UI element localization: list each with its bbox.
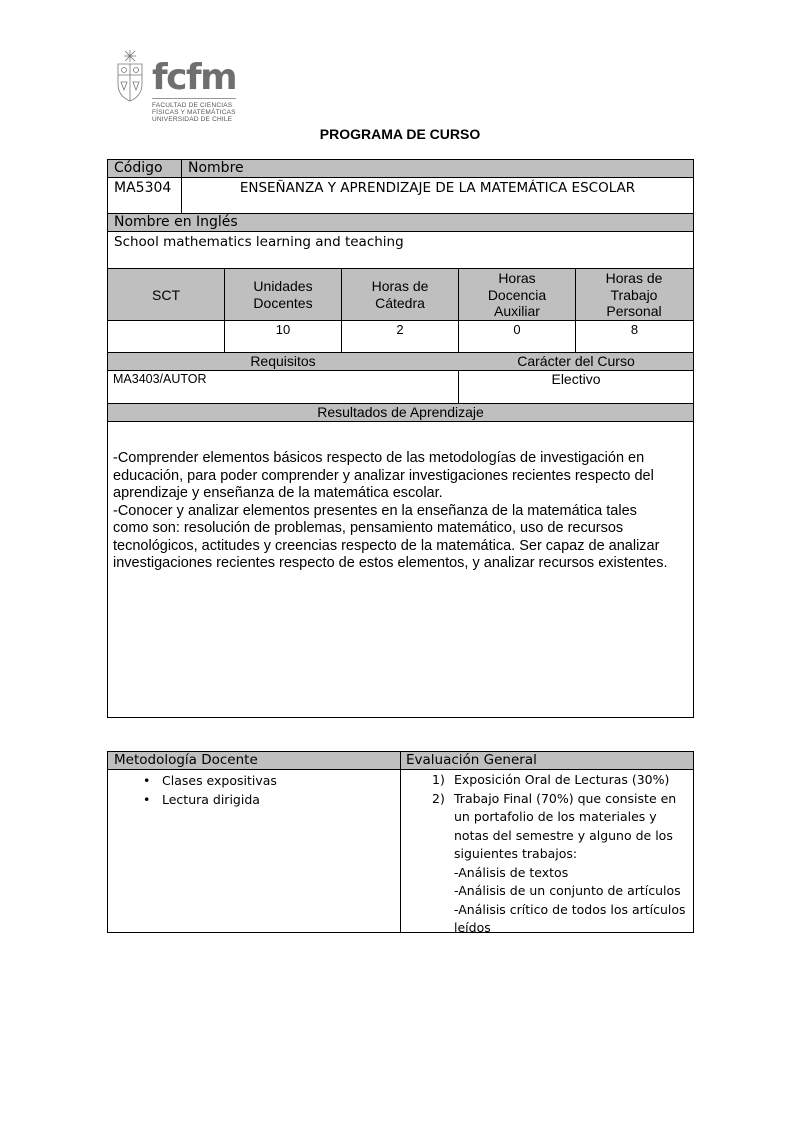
- evaluation-list: [401, 771, 693, 938]
- course-code: MA5304: [114, 180, 172, 196]
- outcome-1-line: educación, para poder comprender y analizar investigaciones recientes respecto del: [113, 467, 654, 484]
- outcomes-text: [113, 450, 691, 573]
- methodology-label: Metodología Docente: [114, 752, 258, 768]
- code-label: Código: [114, 160, 163, 176]
- list-item: • Clases expositivas: [143, 773, 277, 788]
- english-name-label: Nombre en Inglés: [114, 214, 238, 230]
- logo-subtitle: FACULTAD DE CIENCIAS FÍSICAS Y MATEMÁTICAS UNIVERSIDAD DE CHILE: [152, 102, 236, 123]
- divider: [107, 320, 694, 321]
- course-name: ENSEÑANZA Y APRENDIZAJE DE LA MATEMÁTICA ESCOLAR: [239, 180, 636, 196]
- hours-header-sct: SCT: [152, 287, 180, 303]
- outcome-2-line: investigaciones recientes respecto de estos elementos, y analizar recursos existentes.: [113, 555, 668, 571]
- hours-header-lecture: Horas de Cátedra: [371, 278, 429, 311]
- bullet-icon: •: [143, 792, 151, 807]
- evaluation-sub-items: -Análisis de textos -Análisis de un conjunto de artículos -Análisis crítico de todos los artículos leídos: [454, 864, 686, 935]
- outcome-1-line: aprendizaje y enseñanza de la matemática escolar.: [113, 485, 443, 501]
- hours-value-auxiliary: 0: [513, 322, 521, 337]
- character-label: Carácter del Curso: [517, 353, 635, 369]
- bullet-icon: •: [143, 773, 151, 788]
- divider: [224, 269, 225, 352]
- methodology-list: [108, 771, 400, 809]
- outcomes-label: Resultados de Aprendizaje: [317, 404, 484, 420]
- hours-header-auxiliary: Horas Docencia Auxiliar: [487, 270, 547, 319]
- divider: [107, 231, 694, 232]
- hours-header-personal: Horas de Trabajo Personal: [605, 270, 663, 319]
- english-name: School mathematics learning and teaching: [114, 234, 404, 250]
- name-label: Nombre: [188, 160, 244, 176]
- page-title: PROGRAMA DE CURSO: [319, 126, 481, 142]
- hours-header-units: Unidades Docentes: [253, 278, 313, 311]
- outcome-1-line: -Comprender elementos básicos respecto de las metodologías de investigación en: [113, 450, 645, 466]
- requirements-value: MA3403/AUTOR: [113, 372, 207, 386]
- hours-value-personal: 8: [630, 322, 639, 337]
- hours-value-lecture: 2: [396, 322, 404, 337]
- hours-value-units: 10: [275, 322, 291, 337]
- requirements-label: Requisitos: [250, 353, 316, 369]
- outcome-2-line: como son: resolución de problemas, pensamiento matemático, uso de recursos: [113, 520, 624, 536]
- divider: [107, 421, 694, 422]
- divider: [107, 177, 694, 178]
- logo-divider: [152, 98, 236, 99]
- character-value: Electivo: [551, 371, 601, 387]
- divider: [575, 269, 576, 352]
- university-seal-icon: [112, 48, 148, 104]
- outcome-2-line: -Conocer y analizar elementos presentes en la enseñanza de la matemática tales: [113, 502, 637, 519]
- list-item: 2) Trabajo Final (70%) que consiste en un portafolio de los materiales y notas del semestre y alguno de los siguientes trabajos:: [432, 790, 677, 861]
- divider: [341, 269, 342, 352]
- fcfm-logo: [112, 46, 242, 128]
- list-item: • Lectura dirigida: [143, 792, 260, 807]
- outcome-2-line: tecnológicos, actitudes y creencias respecto de la matemática. Ser capaz de analizar: [113, 537, 660, 554]
- evaluation-label: Evaluación General: [406, 752, 537, 768]
- logo-wordmark: fcfm: [152, 57, 237, 98]
- list-item: 1) Exposición Oral de Lecturas (30%): [432, 772, 670, 787]
